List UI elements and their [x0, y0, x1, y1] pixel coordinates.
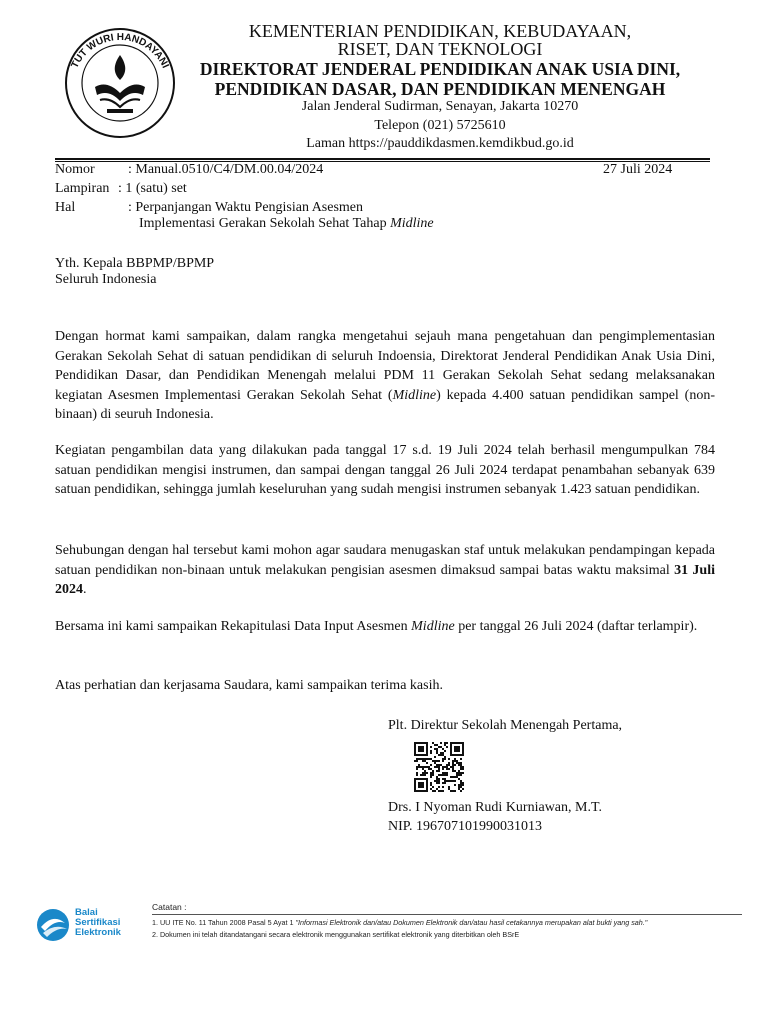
- footnote-2: 2. Dokumen ini telah ditandatangani secara elektronik menggunakan sertifikat elektronik yang diterbitkan oleh BSrE: [152, 930, 520, 939]
- paragraph-2: Kegiatan pengambilan data yang dilakukan pada tanggal 17 s.d. 19 Juli 2024 telah berhasil mengumpulkan 784 satuan pendidikan mengisi instrumen, dan sampai dengan tanggal 26 Juli 2024 terdapat penambahan sebanyak 639 satuan pendidikan, sehingga jumlah keseluruhan yang sudah mengisi instrumen sebanyak 1.423 satuan pendidikan.: [55, 443, 715, 497]
- directorate-name-line1: DIREKTORAT JENDERAL PENDIDIKAN ANAK USIA DINI,: [199, 59, 681, 79]
- lampiran-label: Lampiran: [55, 181, 110, 196]
- paragraph-1: Dengan hormat kami sampaikan, dalam rangka mengetahui sejauh mana pengetahuan dan pengimplementasian Gerakan Sekolah Sehat di satuan pendidikan di seluruh Indoensia, Direktorat Jenderal Pendidikan Anak Usia Dini, Pendidikan Dasar, dan Pendidikan Menengah melalui PDM 11 Gerakan Sekolah Sehat sedang melaksanakan kegiatan Asesmen Implementasi Gerakan Sekolah Sehat (Midline) kepada 4.400 satuan pendidikan sampel (non-binaan) di seuruh Indonesia.: [55, 329, 715, 422]
- nomor-label: Nomor: [55, 162, 95, 177]
- hal-label: Hal: [55, 200, 76, 215]
- hal-value-line1: : Perpanjangan Waktu Pengisian Asesmen: [128, 200, 364, 215]
- signatory-title: Plt. Direktur Sekolah Menengah Pertama,: [388, 718, 623, 733]
- letter-date: 27 Juli 2024: [603, 162, 673, 177]
- footnote-1: 1. UU ITE No. 11 Tahun 2008 Pasal 5 Ayat 1 "Informasi Elektronik dan/atau Dokumen Elektronik dan/atau hasil cetakannya merupakan alat bukti yang sah.": [152, 918, 648, 927]
- lampiran-value: : 1 (satu) set: [118, 181, 187, 196]
- recipient-line1: Yth. Kepala BBPMP/BPMP: [55, 256, 215, 271]
- bsre-logo: [35, 905, 135, 945]
- paragraph-3: Sehubungan dengan hal tersebut kami mohon agar saudara menugaskan staf untuk melakukan pendampingan kepada satuan pendidikan non-binaan untuk melakukan pengisian asesmen dimaksud sampai batas waktu maksimal 31 Juli 2024.: [55, 543, 715, 597]
- bsre-text-line1: Balai: [75, 907, 98, 918]
- nomor-value: : Manual.0510/C4/DM.00.04/2024: [128, 162, 324, 177]
- footer-rule: [152, 914, 742, 915]
- directorate-name-line2: PENDIDIKAN DASAR, DAN PENDIDIKAN MENENGAH: [214, 79, 666, 99]
- bsre-emblem-icon: [35, 907, 71, 943]
- address: Jalan Jenderal Sudirman, Senayan, Jakarta 10270: [301, 99, 579, 114]
- ministry-name-line2: RISET, DAN TEKNOLOGI: [337, 39, 543, 59]
- signatory-name: Drs. I Nyoman Rudi Kurniawan, M.T.: [388, 800, 602, 815]
- recipient-line2: Seluruh Indonesia: [55, 272, 157, 287]
- signatory-nip: NIP. 196707101990031013: [388, 819, 543, 834]
- ministry-name-line1: KEMENTERIAN PENDIDIKAN, KEBUDAYAAN,: [248, 21, 632, 41]
- qr-code-signature: [414, 742, 464, 792]
- paragraph-4: Bersama ini kami sampaikan Rekapitulasi Data Input Asesmen Midline per tanggal 26 Juli 2024 (daftar terlampir).: [55, 619, 698, 634]
- phone: Telepon (021) 5725610: [374, 118, 506, 133]
- bsre-text-line2: Sertifikasi: [75, 917, 121, 928]
- bsre-text-line3: Elektronik: [75, 927, 121, 938]
- hal-value-line2: Implementasi Gerakan Sekolah Sehat Tahap Midline: [139, 216, 434, 231]
- svg-text:TUT WURI HANDAYANI: TUT WURI HANDAYANI: [69, 31, 171, 71]
- tut-wuri-handayani-logo: [55, 25, 185, 140]
- catatan-label: Catatan :: [152, 902, 187, 912]
- paragraph-5: Atas perhatian dan kerjasama Saudara, kami sampaikan terima kasih.: [55, 678, 443, 693]
- website: Laman https://pauddikdasmen.kemdikbud.go.id: [306, 136, 574, 151]
